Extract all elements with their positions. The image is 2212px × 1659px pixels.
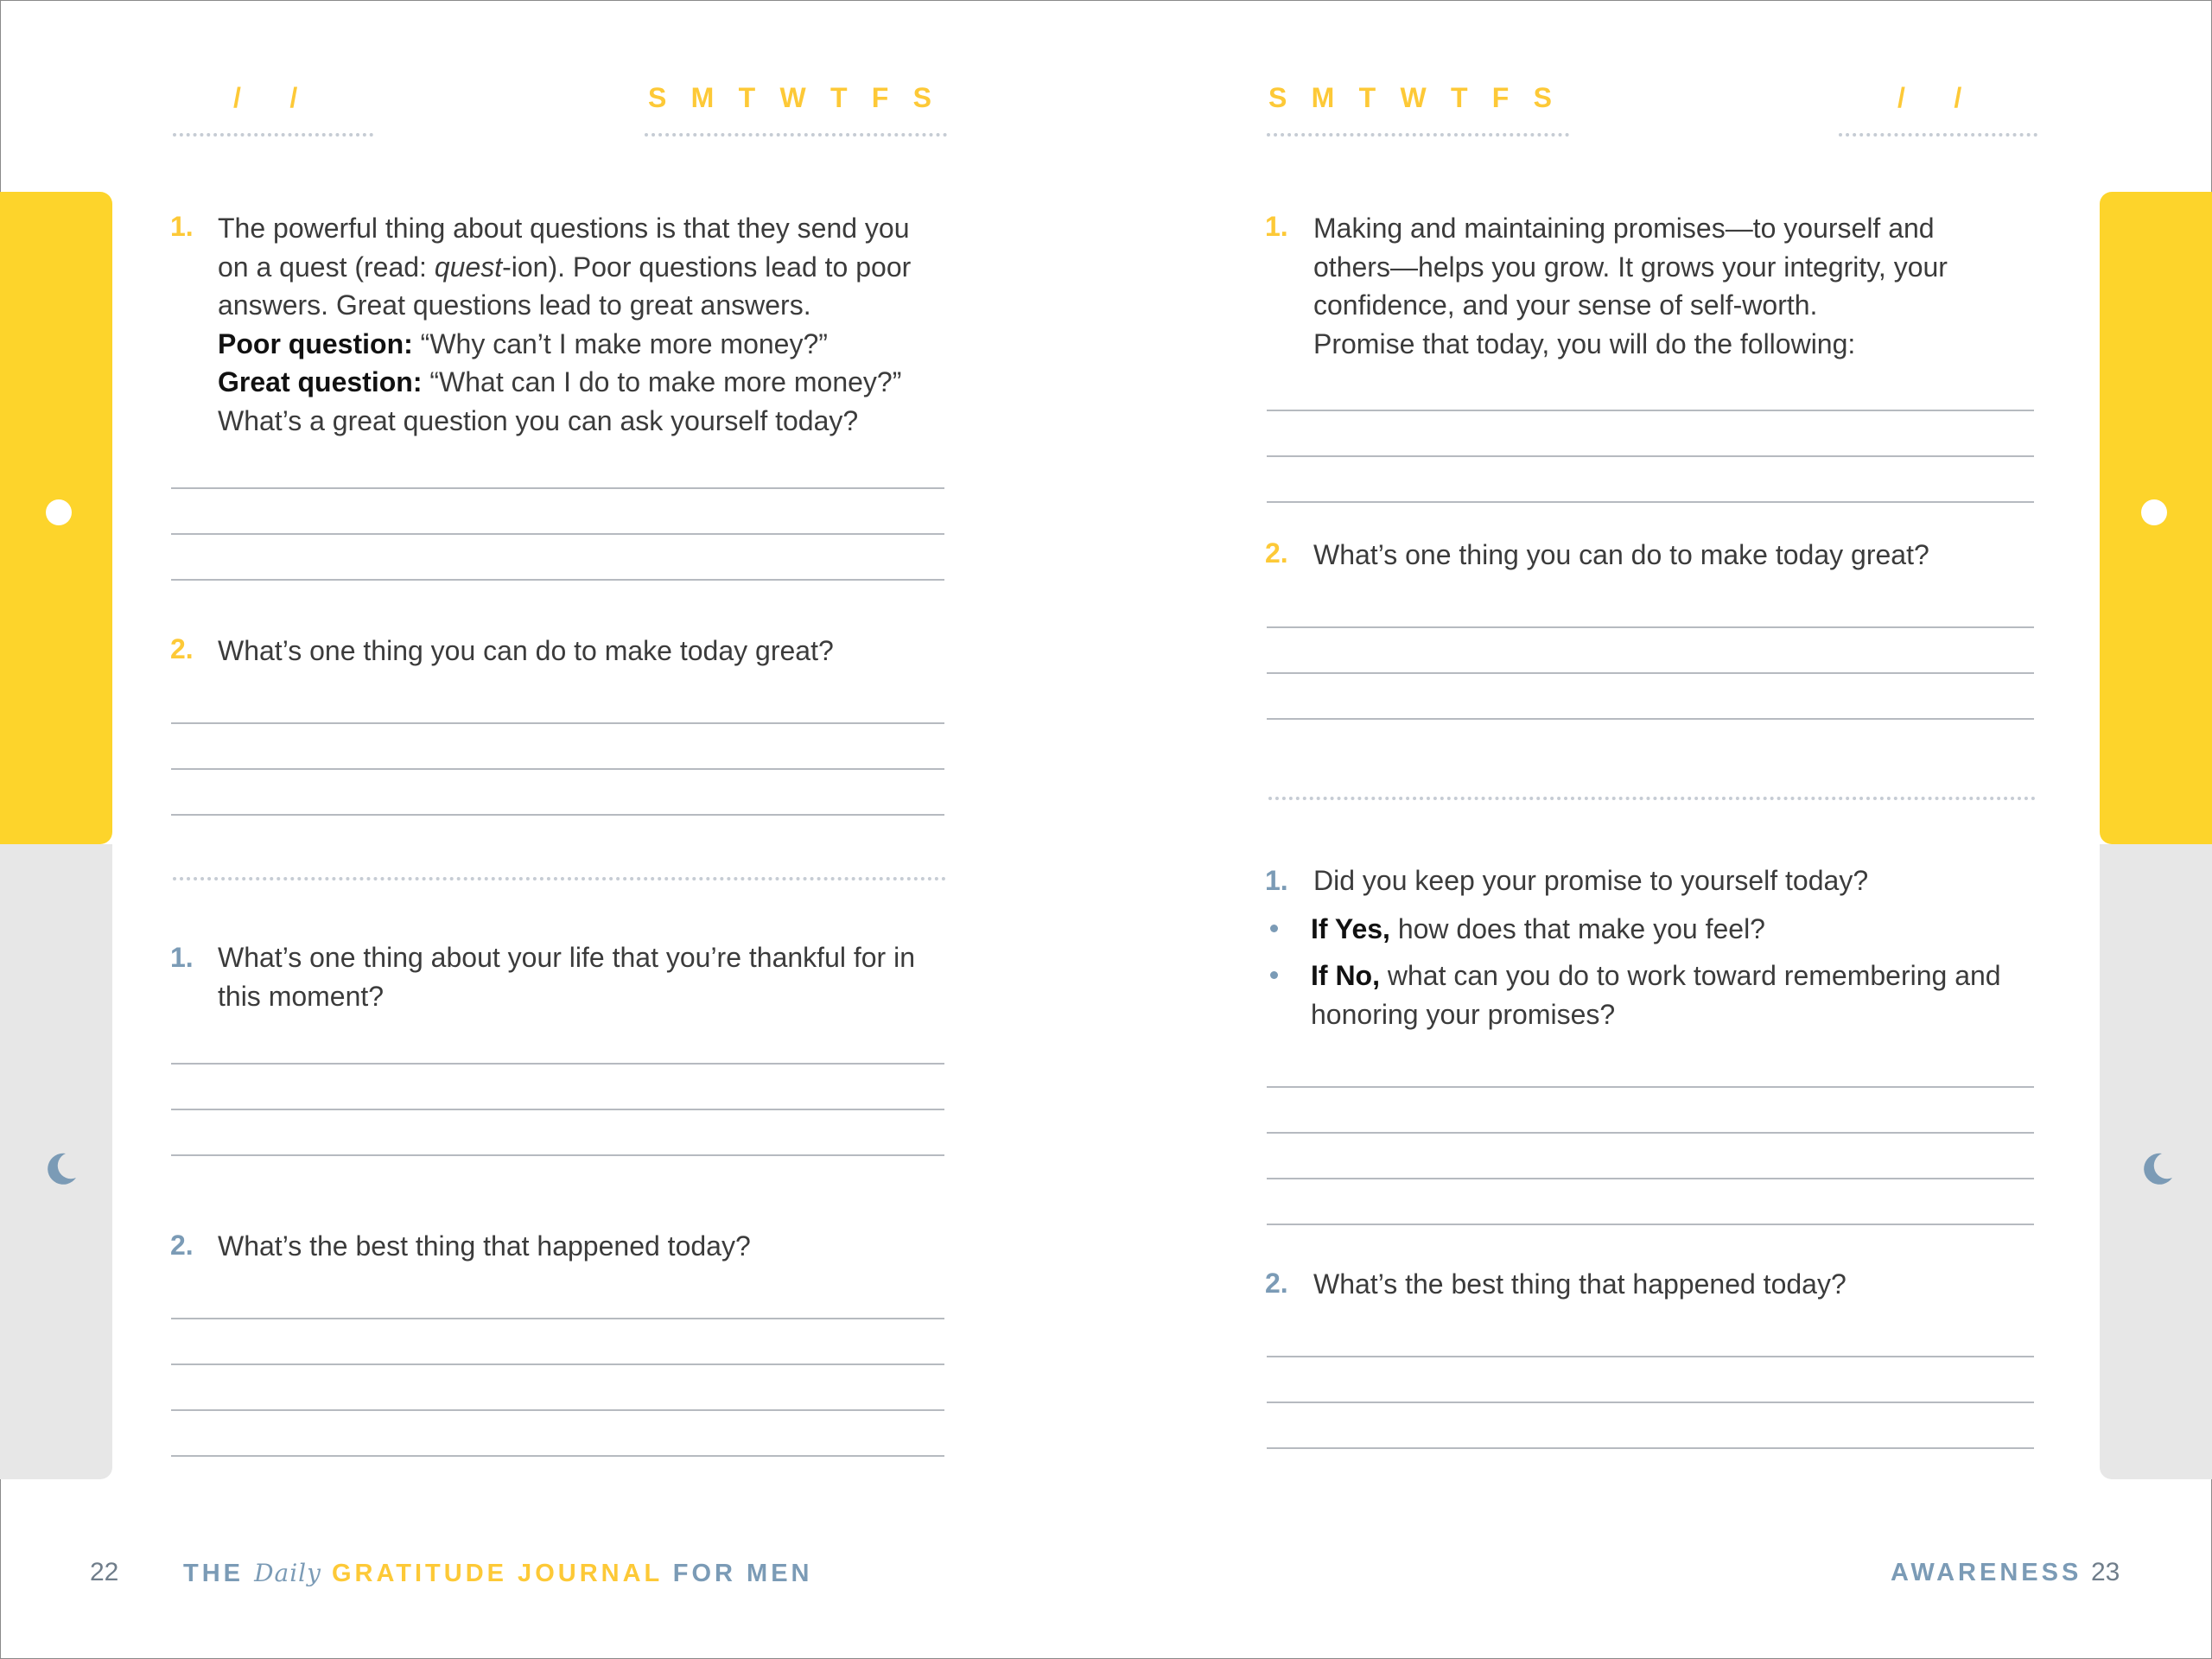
question-text: What’s one thing about your life that you’re thankful for in this moment? [218,942,915,1012]
weekday-selector-right[interactable] [1268,82,1554,114]
answer-line[interactable] [171,487,944,489]
answer-line[interactable] [171,1154,944,1156]
section-divider-left [173,877,946,880]
answer-line[interactable] [1267,455,2034,457]
question-text: What’s one thing you can do to make today great? [1313,539,1929,570]
moon-icon [41,1150,79,1188]
answer-line[interactable] [1267,1086,2034,1088]
day-thursday[interactable]: T [830,82,849,113]
question-text: Did you keep your promise to yourself today? [1313,865,1869,896]
bullet-no: If No, what can you do to work toward remembering and honoring your promises? [1311,960,2001,1030]
question-number: 1. [1265,865,1288,896]
weekday-selector-left[interactable] [648,82,933,114]
bullet-icon [1270,925,1278,932]
answer-line[interactable] [1267,1402,2034,1403]
answer-line[interactable] [1267,410,2034,411]
answer-line[interactable] [171,1318,944,1319]
question-text: The powerful thing about questions is that they send you on a quest (read: quest-ion). Poor questions lead to poor answers. Great questions lead to great answers. Poor question: “Why can’t I make more money?” Great question: “What can I do to make more money?” What’s a great question you can ask yourself today? [218,213,912,436]
weekday-dotline-left [645,133,947,137]
question-number: 1. [170,942,194,973]
question-text: Making and maintaining promises—to yourself and others—helps you grow. It grows your integrity, your confidence, and your sense of self-worth. Promise that today, you will do the following: [1313,213,1948,359]
answer-line[interactable] [171,1455,944,1457]
question-number: 2. [170,1230,194,1261]
day-monday[interactable]: M [690,82,716,113]
answer-line[interactable] [1267,501,2034,503]
day-monday[interactable]: M [1311,82,1337,113]
question-number: 2. [1265,537,1288,569]
question-text: What’s the best thing that happened today? [1313,1268,1847,1300]
section-divider-right [1268,797,2036,800]
date-field-left[interactable]: / / [233,82,300,113]
answer-line[interactable] [171,1363,944,1365]
sun-dot-icon [46,499,72,525]
day-thursday[interactable]: T [1450,82,1470,113]
question-text: What’s the best thing that happened today? [218,1230,751,1262]
bullet-icon [1270,971,1278,979]
answer-line[interactable] [1267,626,2034,628]
date-field-right[interactable]: / / [1897,82,1964,113]
answer-line[interactable] [171,1109,944,1110]
answer-line[interactable] [171,533,944,535]
bullet-yes: If Yes, how does that make you feel? [1311,913,1765,944]
day-saturday[interactable]: S [1533,82,1554,113]
answer-line[interactable] [1267,1356,2034,1357]
answer-line[interactable] [1267,1224,2034,1225]
question-text: What’s one thing you can do to make today great? [218,635,834,666]
answer-line[interactable] [171,814,944,816]
answer-line[interactable] [171,768,944,770]
date-dotline-right [1839,133,2037,137]
answer-line[interactable] [1267,1178,2034,1179]
sun-dot-icon [2141,499,2167,525]
answer-line[interactable] [171,1063,944,1065]
day-saturday[interactable]: S [912,82,933,113]
day-wednesday[interactable]: W [1400,82,1428,113]
page-number-left: 22 [90,1558,119,1586]
answer-line[interactable] [171,722,944,724]
moon-icon [2138,1150,2176,1188]
question-number: 2. [1265,1268,1288,1299]
day-sunday[interactable]: S [648,82,669,113]
date-dotline-left [173,133,373,137]
day-friday[interactable]: F [1491,82,1511,113]
question-number: 2. [170,633,194,664]
day-wednesday[interactable]: W [779,82,808,113]
answer-line[interactable] [171,1409,944,1411]
day-tuesday[interactable]: T [1358,82,1378,113]
day-tuesday[interactable]: T [738,82,758,113]
answer-line[interactable] [171,579,944,581]
answer-line[interactable] [1267,1132,2034,1134]
page-number-right: 23 [2091,1558,2120,1586]
question-number: 1. [1265,211,1288,242]
day-sunday[interactable]: S [1268,82,1289,113]
book-title: THE Daily GRATITUDE JOURNAL FOR MEN [183,1559,813,1587]
answer-line[interactable] [1267,672,2034,674]
section-title: AWARENESS [1891,1559,2082,1586]
answer-line[interactable] [1267,718,2034,720]
question-number: 1. [170,211,194,242]
day-friday[interactable]: F [871,82,891,113]
answer-line[interactable] [1267,1447,2034,1449]
weekday-dotline-right [1267,133,1569,137]
